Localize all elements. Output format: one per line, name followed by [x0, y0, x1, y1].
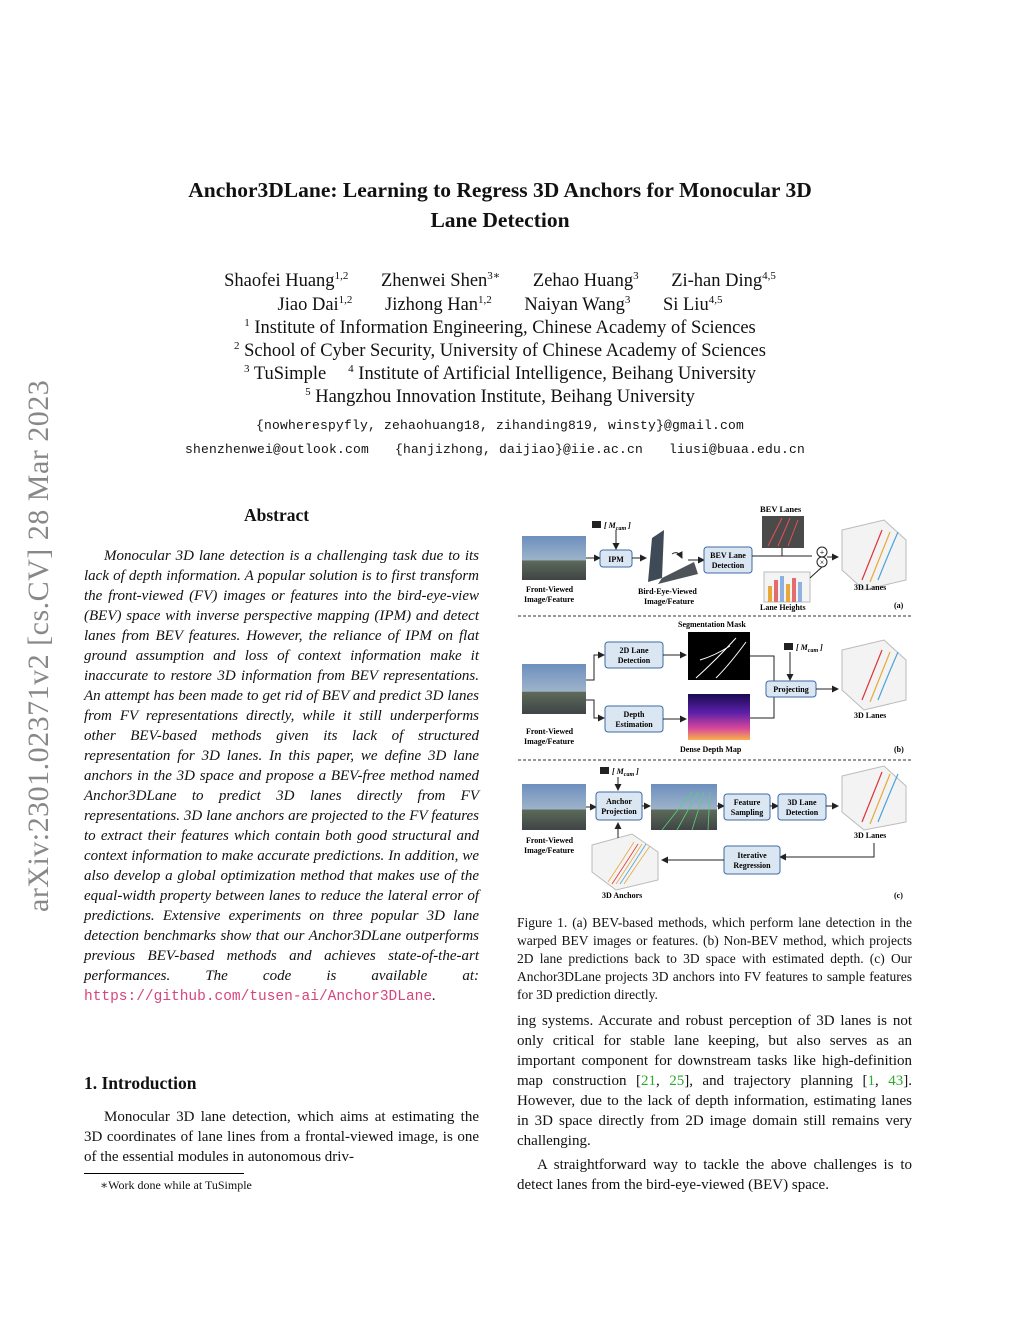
front-view-image-b: [522, 664, 586, 714]
label-3d-anchors: 3D Anchors: [602, 891, 643, 900]
svg-text:Image/Feature: Image/Feature: [524, 737, 575, 746]
title-line-2: Lane Detection: [430, 208, 570, 232]
svg-text:Projecting: Projecting: [773, 685, 809, 694]
intro-body: Monocular 3D lane detection, which aims at estimating the 3D coordinates of lane lines from a frontal-viewed image, is one of the essential modules in autonomous driv-: [84, 1109, 479, 1165]
email: liusi@buaa.edu.cn: [669, 442, 806, 457]
affiliation-1: $^1$ Institute of Information Engineering, Chinese Academy of Sciences: [244, 316, 756, 338]
affiliation-5: $^5$ Hangzhou Innovation Institute, Beihang University: [305, 385, 695, 407]
3d-lanes-plot-c: [842, 766, 906, 830]
camera-icon: [592, 521, 601, 528]
email-line-2: [0, 442, 995, 457]
svg-text:Detection: Detection: [711, 561, 745, 570]
figure-1: [512, 500, 917, 905]
camera-icon: [600, 767, 609, 774]
abstract-body: Monocular 3D lane detection is a challenging task due to its lack of depth information. A popular solution is to first transform the front-viewed (FV) images or features into the bird-eye-view (BEV) space with inverse perspective mapping (IPM) and detect lanes from BEV features. However, the reliance of IPM on flat ground assumption and loss of context information make it inaccurate to restore 3D information from BEV representations. An attempt has been made to get rid of BEV and predict 3D lanes from FV representations directly, while it still underperforms other BEV-based methods given its lack of structured representation for 3D lanes. In this paper, we define 3D lane anchors in the 3D space and propose a BEV-free method named Anchor3DLane to predict 3D lanes directly from FV representations. 3D lane anchors are projected to the FV features to extract their features which contain both good structural and context information to make accurate predictions. In addition, we also develop a global optimization method that makes use of the equal-width property between lanes to reduce the lateral error of predictions. Extensive experiments on three popular 3D lane detection benchmarks show that our Anchor3DLane outperforms previous BEV-based methods and achieves state-of-the-art performances. The code is available at: https://github.com/tusen-ai/Anchor3DLane.: [84, 548, 479, 1005]
svg-text:Detection: Detection: [785, 808, 819, 817]
svg-text:3D Lane: 3D Lane: [787, 798, 817, 807]
svg-text:Feature: Feature: [733, 798, 761, 807]
author: Zehao Huang$^3$: [532, 269, 639, 291]
dense-depth-map-image: [688, 694, 750, 740]
arxiv-identifier: arXiv:2301.02371v2 [cs.CV] 28 Mar 2023: [22, 379, 55, 912]
footnote: ∗Work done while at TuSimple: [100, 1178, 252, 1192]
3d-anchors-plot: [592, 834, 658, 890]
author: Naiyan Wang$^3$: [524, 293, 631, 315]
right-body-paragraph-2: A straightforward way to tackle the above challenges is to detect lanes from the bird-eye-viewed (BEV) space.: [517, 1157, 912, 1193]
svg-text:3D Lanes: 3D Lanes: [854, 711, 887, 720]
svg-text:Anchor: Anchor: [606, 797, 632, 806]
svg-text:×: ×: [819, 558, 825, 567]
label-bev-lanes: BEV Lanes: [760, 504, 802, 514]
3d-lanes-plot-b: [842, 640, 906, 710]
label-tag-a: (a): [894, 601, 904, 610]
label-dense-depth: Dense Depth Map: [680, 745, 742, 754]
label-tag-b: (b): [894, 745, 904, 754]
label-3d-lanes-a: 3D Lanes: [854, 583, 887, 592]
citation[interactable]: 43: [888, 1073, 904, 1089]
svg-text:Iterative: Iterative: [737, 851, 767, 860]
svg-text:Detection: Detection: [617, 656, 651, 665]
affiliation-2: $^2$ School of Cyber Security, University of Chinese Academy of Sciences: [234, 339, 766, 361]
label-fv1: Front-Viewed: [526, 585, 574, 594]
right-body-paragraph-1: ing systems. Accurate and robust perception of 3D lanes is not only critical for stable lane keeping, but also serves as an important component for downstream tasks like high-definition map construction [21, 25], and trajectory planning [1, 43]. However, due to the lack of depth information, estimating lanes in 3D space directly from 2D image domain still remains very challenging.: [517, 1013, 913, 1149]
label-fv2: Image/Feature: [524, 595, 575, 604]
citation[interactable]: 21: [640, 1073, 656, 1089]
svg-text:+: +: [819, 548, 825, 557]
figure-caption: Figure 1. (a) BEV-based methods, which perform lane detection in the warped BEV images or features. (b) Non-BEV method, which projects 2D lane predictions back to 3D space with estimated depth. (c) Our Anchor3DLane projects 3D anchors into FV features to sample features for 3D prediction directly.: [517, 915, 912, 1002]
camera-icon: [784, 643, 793, 650]
author: Jizhong Han$^{1,2}$: [385, 293, 492, 315]
front-view-image-c: [522, 784, 586, 830]
front-view-image-a: [522, 536, 586, 580]
label-mcam: [ $M_{cam}$ ]: [604, 521, 631, 532]
svg-text:Front-Viewed: Front-Viewed: [526, 836, 574, 845]
label-tag-c: (c): [894, 891, 903, 900]
label-seg-mask: Segmentation Mask: [678, 620, 746, 629]
3d-lanes-plot-a: [842, 520, 906, 590]
projected-anchors-image: [651, 784, 717, 830]
citation[interactable]: 1: [867, 1073, 876, 1089]
svg-text:Sampling: Sampling: [730, 808, 764, 817]
email: {hanjizhong, daijiao}@iie.ac.cn: [394, 442, 644, 457]
email: shenzhenwei@outlook.com: [184, 442, 369, 457]
author: Si Liu$^{4,5}$: [662, 293, 723, 315]
lane-heights-chart: [764, 572, 810, 602]
abstract-heading: Abstract: [244, 505, 310, 525]
author: Shaofei Huang$^{1,2}$: [224, 269, 349, 291]
paper-title: [0, 175, 1000, 235]
label-ipm: IPM: [608, 555, 624, 564]
author: Jiao Dai$^{1,2}$: [277, 293, 353, 315]
code-link[interactable]: https://github.com/tusen-ai/Anchor3DLane: [84, 989, 433, 1005]
svg-text:Projection: Projection: [601, 807, 637, 816]
svg-text:Estimation: Estimation: [615, 720, 653, 729]
authors-row-1: [0, 270, 1000, 293]
svg-text:Depth: Depth: [623, 710, 645, 719]
author: Zi-han Ding$^{4,5}$: [671, 269, 776, 291]
label-bev1: Bird-Eye-Viewed: [638, 587, 697, 596]
svg-text:Front-Viewed: Front-Viewed: [526, 727, 574, 736]
author: Zhenwei Shen$^{3∗}$: [380, 269, 501, 291]
label-bev2: Image/Feature: [644, 597, 695, 606]
svg-text:3D Lanes: 3D Lanes: [854, 831, 887, 840]
label-lane-heights: Lane Heights: [760, 603, 806, 612]
svg-text:[ Mcam ]: [ $M_{cam}$ ]: [612, 767, 639, 778]
intro-heading: 1. Introduction: [84, 1073, 197, 1093]
authors-row-2: [0, 294, 1000, 317]
svg-text:[ Mcam ]: [ $M_{cam}$ ]: [796, 643, 823, 654]
svg-text:Regression: Regression: [733, 861, 771, 870]
affiliation-3-4: $^3$ TuSimple $^4$ Institute of Artificial Intelligence, Beihang University: [244, 362, 756, 384]
svg-text:BEV Lane: BEV Lane: [710, 551, 746, 560]
bev-image-warped: [648, 530, 664, 582]
title-line-1: Anchor3DLane: Learning to Regress 3D Anchors for Monocular 3D: [188, 178, 812, 202]
svg-text:2D Lane: 2D Lane: [619, 646, 649, 655]
citation[interactable]: 25: [669, 1073, 685, 1089]
svg-text:Image/Feature: Image/Feature: [524, 846, 575, 855]
email-line-1: {nowherespyfly, zehaohuang18, zihanding819, winsty}@gmail.com: [255, 418, 745, 433]
